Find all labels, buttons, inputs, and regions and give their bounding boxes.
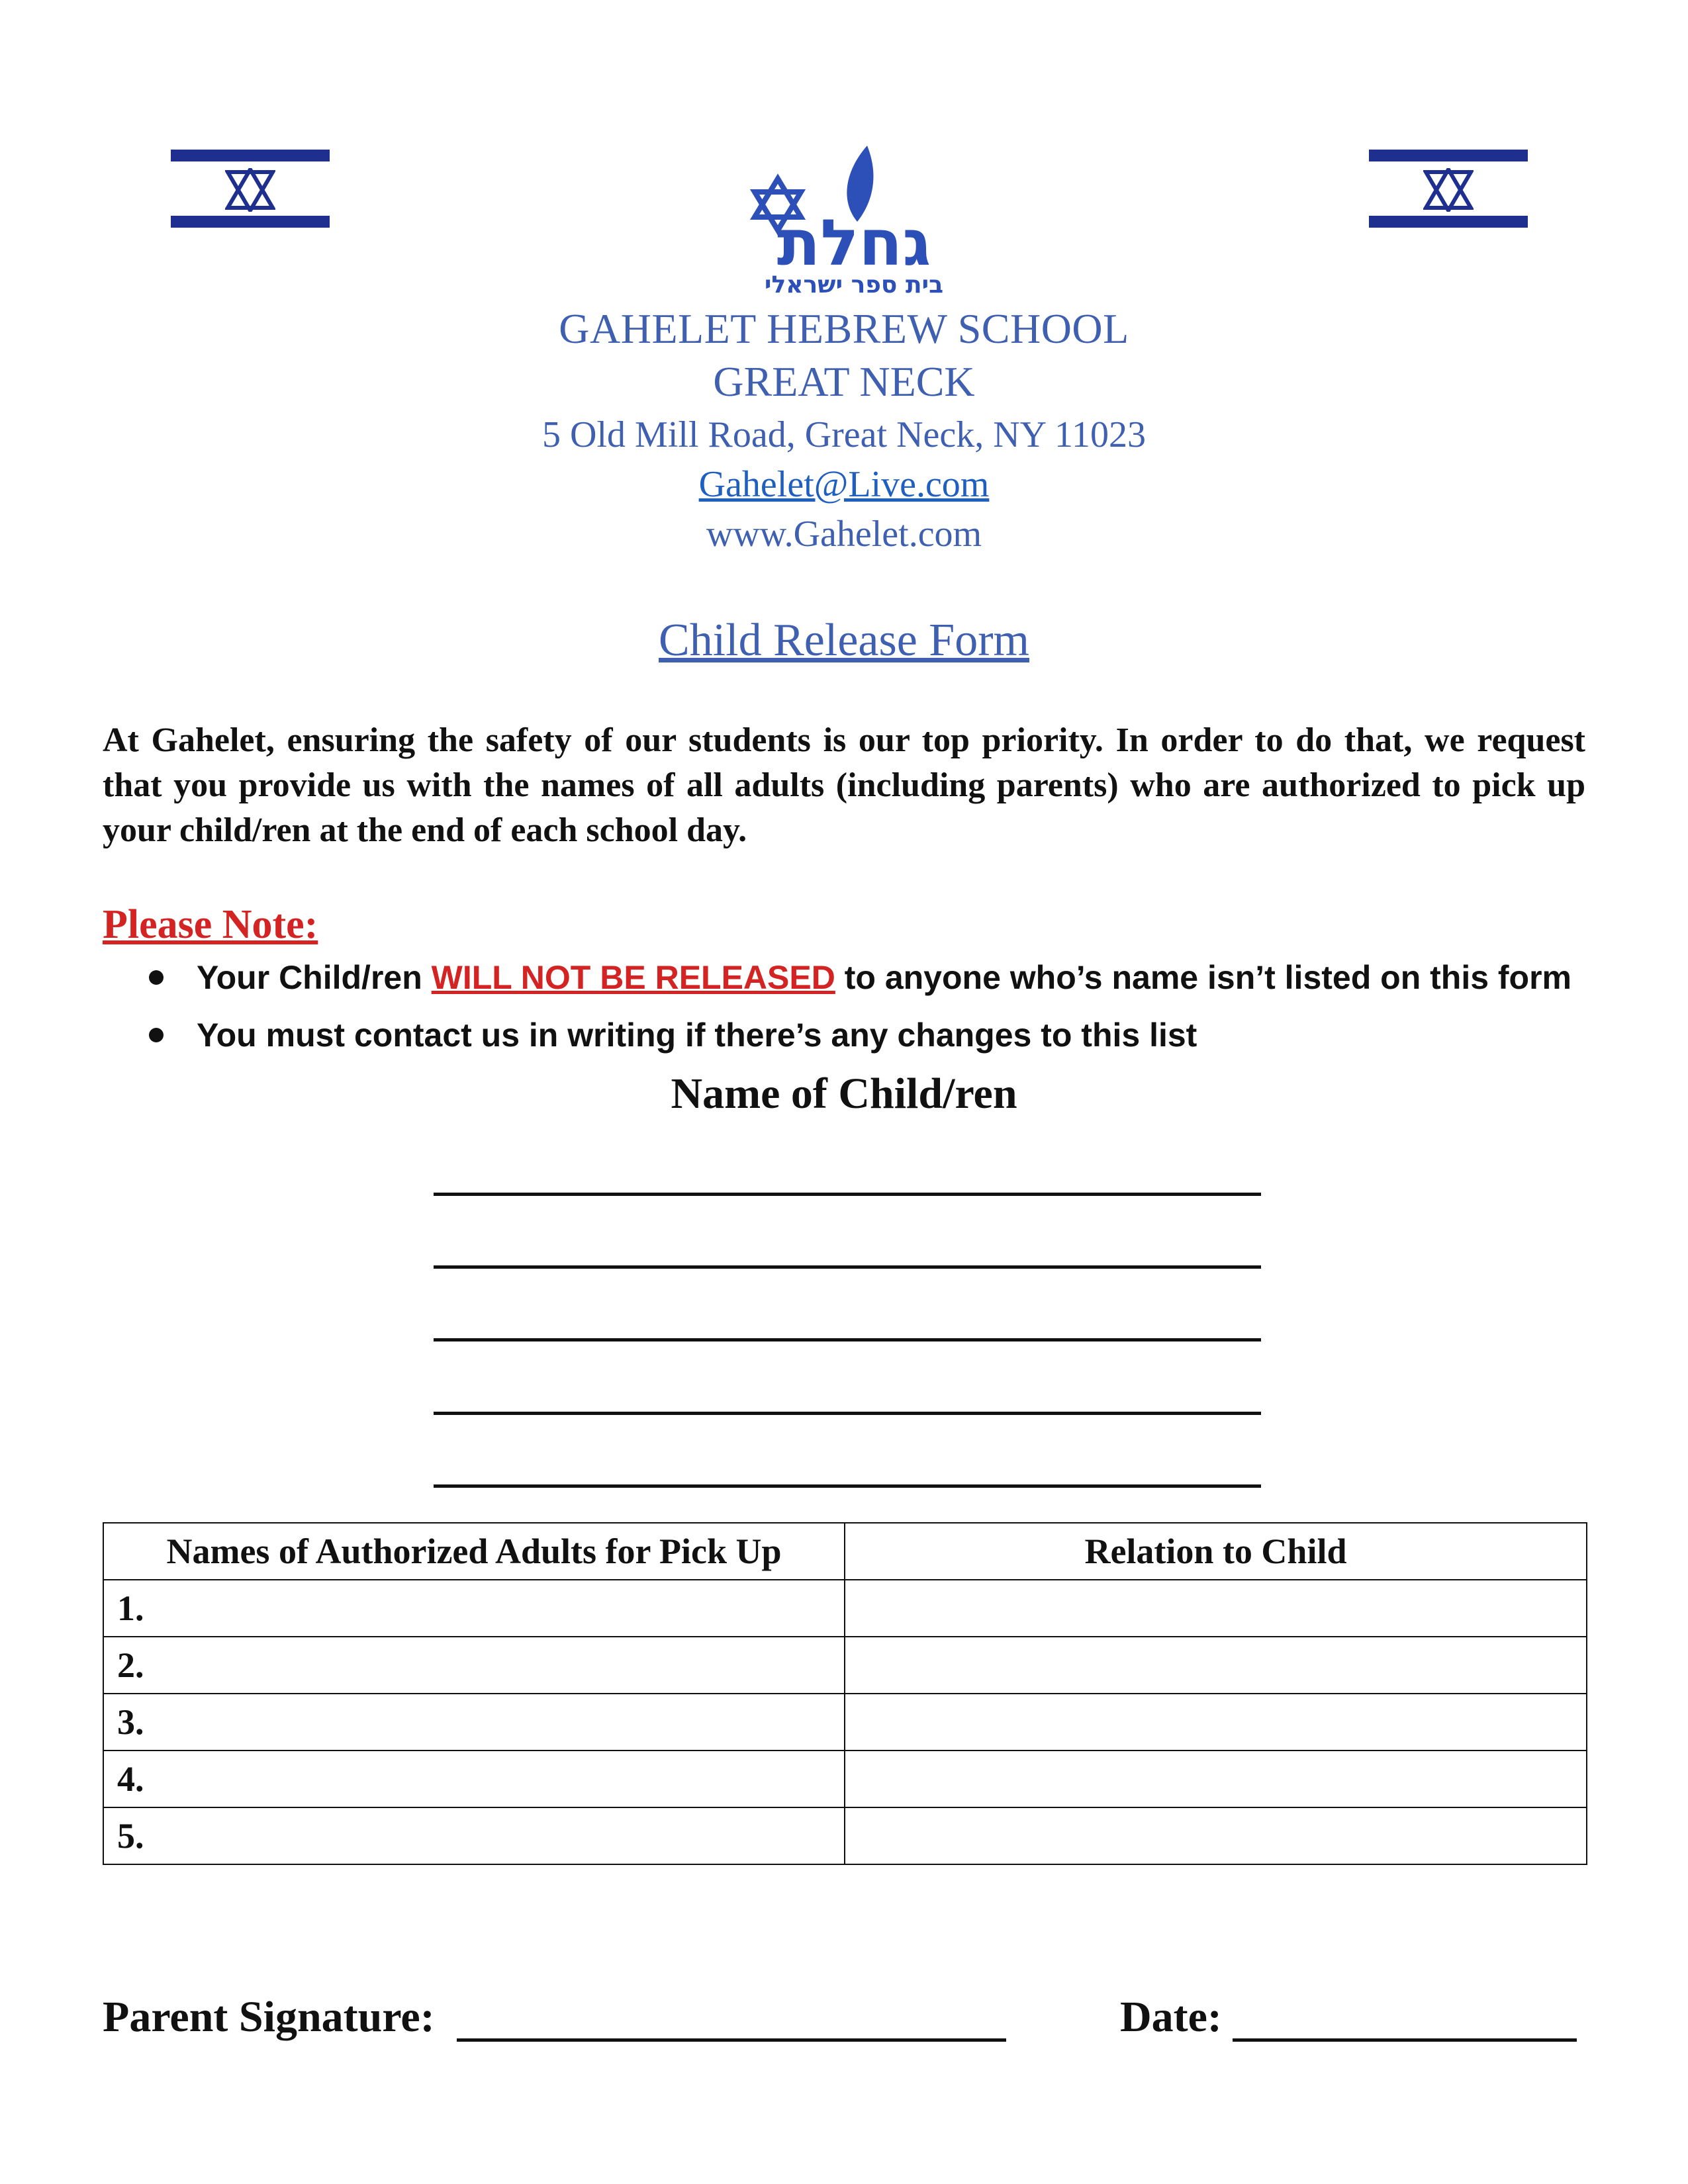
relation-cell[interactable]: [845, 1637, 1587, 1694]
logo-hebrew-name: גחלת: [776, 206, 931, 280]
bullet-item-changes: [149, 1016, 1197, 1054]
adult-name-cell[interactable]: 3.: [103, 1694, 845, 1751]
parent-signature-line[interactable]: [457, 2038, 1006, 2042]
star-of-david-icon: [1423, 168, 1474, 212]
form-title: Child Release Form: [659, 615, 1029, 666]
israel-flag-right: [1369, 139, 1528, 238]
table-row: [103, 1580, 1587, 1637]
column-header-adult-names: Names of Authorized Adults for Pick Up: [103, 1523, 845, 1580]
school-name: GAHELET HEBREW SCHOOL: [559, 305, 1129, 352]
relation-cell[interactable]: [845, 1751, 1587, 1807]
relation-cell[interactable]: [845, 1694, 1587, 1751]
school-email-row: [0, 463, 1688, 506]
school-city: GREAT NECK: [713, 358, 975, 405]
child-name-line[interactable]: [434, 1193, 1261, 1196]
child-name-line[interactable]: [434, 1484, 1261, 1488]
table-header-row: [103, 1523, 1587, 1580]
school-email-link[interactable]: Gahelet@Live.com: [698, 464, 990, 505]
column-header-relation: Relation to Child: [845, 1523, 1587, 1580]
school-address: 5 Old Mill Road, Great Neck, NY 11023: [542, 414, 1146, 455]
date-line[interactable]: [1233, 2038, 1577, 2042]
relation-cell[interactable]: [845, 1580, 1587, 1637]
bullet-icon: [149, 1028, 164, 1042]
date-label: Date:: [1120, 1993, 1222, 2041]
children-heading: Name of Child/ren: [671, 1069, 1017, 1118]
school-logo: [702, 139, 1006, 298]
logo-hebrew-subtitle: בית ספר ישראלי: [764, 271, 944, 298]
bullet-text: to anyone who’s name isn’t listed on this form: [835, 959, 1572, 996]
authorized-adults-table: [103, 1522, 1587, 1865]
star-of-david-icon: [225, 168, 275, 212]
bullet-icon: [149, 970, 164, 985]
relation-cell[interactable]: [845, 1807, 1587, 1864]
bullet-item-release-policy: [149, 958, 1571, 997]
intro-paragraph: At Gahelet, ensuring the safety of our students is our top priority. In order to do that, we request that you provide us with the names of all adults (including parents) who are authorized to pick up your child/ren at the end of each school day.: [103, 721, 1585, 849]
adult-name-cell[interactable]: 5.: [103, 1807, 845, 1864]
table-row: [103, 1751, 1587, 1807]
child-name-line[interactable]: [434, 1338, 1261, 1342]
form-title-row: [0, 614, 1688, 667]
israel-flag-left: [171, 139, 330, 238]
parent-signature-label: Parent Signature:: [103, 1993, 435, 2041]
bullet-highlight: WILL NOT BE RELEASED: [431, 959, 835, 996]
child-name-line[interactable]: [434, 1412, 1261, 1415]
note-heading: Please Note:: [103, 902, 318, 947]
school-website[interactable]: www.Gahelet.com: [706, 514, 982, 555]
table-row: [103, 1637, 1587, 1694]
table-row: [103, 1694, 1587, 1751]
bullet-text: Your Child/ren: [197, 959, 432, 996]
table-row: [103, 1807, 1587, 1864]
bullet-text: You must contact us in writing if there’s any changes to this list: [197, 1017, 1197, 1054]
adult-name-cell[interactable]: 2.: [103, 1637, 845, 1694]
adult-name-cell[interactable]: 1.: [103, 1580, 845, 1637]
adult-name-cell[interactable]: 4.: [103, 1751, 845, 1807]
child-name-line[interactable]: [434, 1265, 1261, 1269]
